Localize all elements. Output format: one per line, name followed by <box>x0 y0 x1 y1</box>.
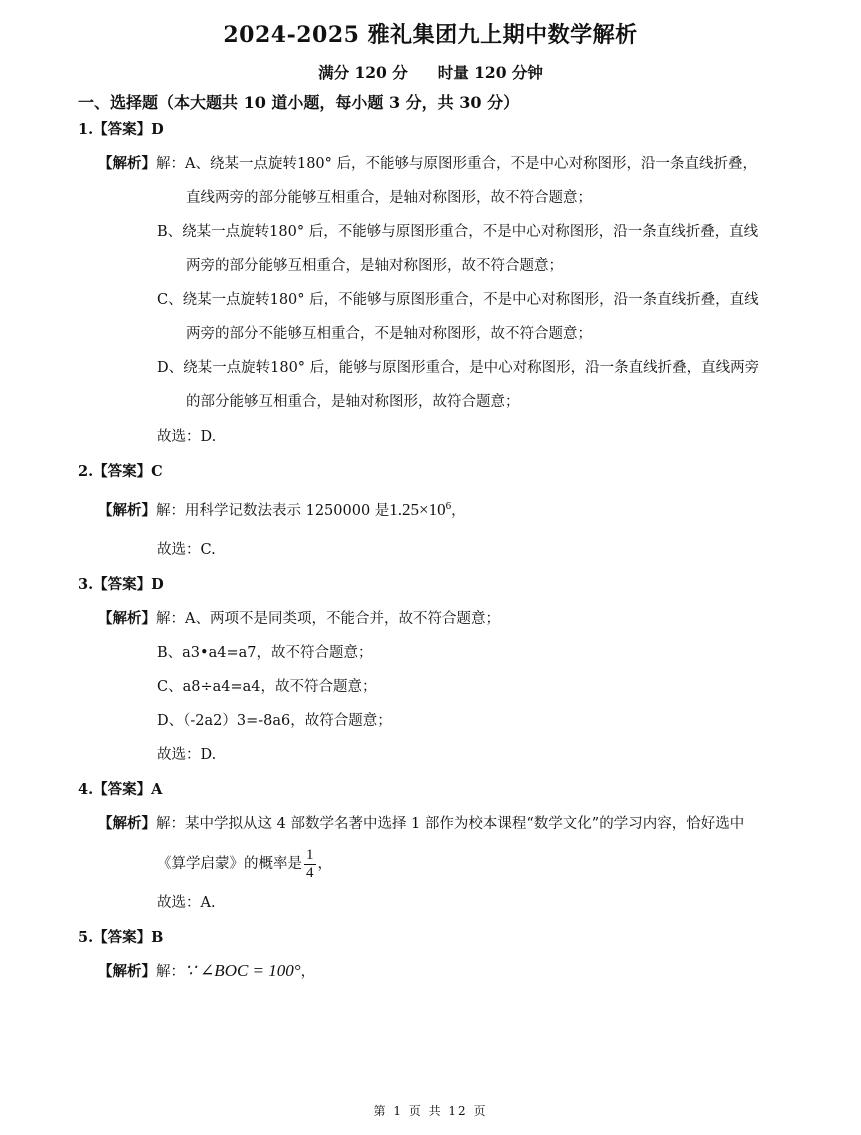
q4-fraction <box>304 847 316 882</box>
q4-analysis-label: 【解析】 <box>98 815 156 832</box>
q4-line2: 《算学启蒙》的概率是 <box>157 856 302 872</box>
q1-analysis-line <box>98 154 757 174</box>
q3-analysis-line <box>98 609 500 629</box>
q3-line2: B、a3•a4=a7，故不符合题意； <box>157 645 373 661</box>
q1-choice: 故选：D. <box>157 429 217 445</box>
q5-tail: ， <box>300 964 316 980</box>
q1-line2: 直线两旁的部分能够互相重合，是轴对称图形，故不符合题意； <box>186 190 592 206</box>
q2-math-exp: 6 <box>445 500 452 512</box>
q1-answer: 1.【答案】D <box>78 121 164 138</box>
q1-line6: 两旁的部分不能够互相重合，不是轴对称图形，故不符合题意； <box>186 326 592 342</box>
q1-line4: 两旁的部分能够互相重合，是轴对称图形，故不符合题意； <box>186 258 563 274</box>
q3-choice: 故选：D. <box>157 747 217 763</box>
q2-text: 解：用科学记数法表示 1250000 是 <box>156 503 390 519</box>
q5-analysis-line <box>98 961 315 982</box>
q1-line1: 解：A、绕某一点旋转180° 后，不能够与原图形重合，不是中心对称图形，沿一条直线折叠， <box>156 156 758 172</box>
page-footer: 第 1 页 共 12 页 <box>373 1104 488 1118</box>
q3-line3: C、a8÷a4=a4，故不符合题意； <box>157 679 377 695</box>
document-title: 2024-2025 雅礼集团九上期中数学解析 <box>223 22 638 48</box>
time-limit: 时量 120 分钟 <box>437 63 543 82</box>
q2-choice: 故选：C. <box>157 542 216 558</box>
q1-line7: D、绕某一点旋转180° 后，能够与原图形重合，是中心对称图形，沿一条直线折叠，直线两旁 <box>157 360 760 376</box>
exam-meta <box>0 61 861 83</box>
q4-frac-den: 4 <box>306 864 314 881</box>
q5-answer: 5.【答案】B <box>78 929 164 946</box>
q4-line2-row <box>157 846 332 882</box>
q1-line5: C、绕某一点旋转180° 后，不能够与原图形重合，不是中心对称图形，沿一条直线折叠，直线 <box>157 292 759 308</box>
q3-line1: 解：A、两项不是同类项，不能合并，故不符合题意； <box>156 611 500 627</box>
q2-analysis-label: 【解析】 <box>98 502 156 519</box>
q1-analysis-label: 【解析】 <box>98 155 156 172</box>
q5-text: 解： <box>156 964 185 980</box>
q5-analysis-label: 【解析】 <box>98 963 156 980</box>
full-score: 满分 120 分 <box>318 63 408 82</box>
q2-analysis-line <box>98 500 466 521</box>
q2-math <box>389 500 451 519</box>
q2-answer: 2.【答案】C <box>78 463 163 480</box>
q4-analysis-line <box>98 814 744 834</box>
q4-choice: 故选：A. <box>157 895 216 911</box>
section-heading: 一、选择题（本大题共 10 道小题，每小题 3 分，共 30 分） <box>78 93 520 112</box>
q4-line1: 解：某中学拟从这 4 部数学名著中选择 1 部作为校本课程“数学文化”的学习内容，恰好选中 <box>156 816 745 832</box>
q1-line8: 的部分能够互相重合，是轴对称图形，故符合题意； <box>186 394 520 410</box>
q2-math-base: 1.25×10 <box>389 500 446 519</box>
q5-math: ∵ ∠BOC = 100° <box>185 961 301 980</box>
q4-frac-num: 1 <box>306 846 314 863</box>
q4-answer: 4.【答案】A <box>78 781 163 798</box>
q3-answer: 3.【答案】D <box>78 576 164 593</box>
q2-tail: ， <box>451 503 466 519</box>
q1-line3: B、绕某一点旋转180° 后，不能够与原图形重合，不是中心对称图形，沿一条直线折叠，直线 <box>157 224 759 240</box>
q3-line4: D、（-2a2）3=-8a6，故符合题意； <box>157 713 392 729</box>
q3-analysis-label: 【解析】 <box>98 610 156 627</box>
q4-tail: ， <box>317 856 332 872</box>
